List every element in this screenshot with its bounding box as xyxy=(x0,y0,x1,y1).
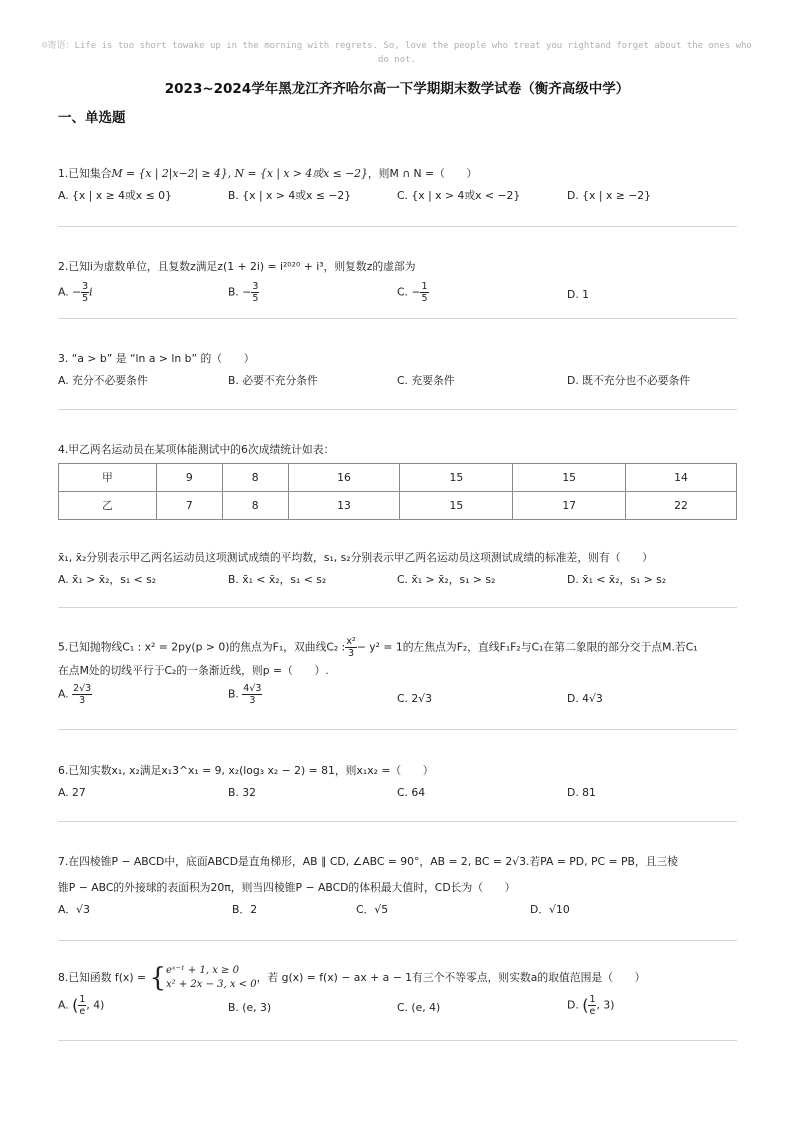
question-4 xyxy=(58,442,738,458)
q3-option-c[interactable]: C. 充要条件 xyxy=(397,374,455,387)
q2-c-num: 1 xyxy=(421,281,428,292)
q3-option-d[interactable]: D. 既不充分也不必要条件 xyxy=(567,374,691,387)
q5-b-label: B. xyxy=(228,687,239,701)
q8-case-1: eˣ⁻¹ + 1, x ≥ 0 xyxy=(166,965,239,976)
table-cell: 8 xyxy=(222,492,288,520)
table-cell: 22 xyxy=(626,492,737,520)
question-3-stem: 3. “a > b” 是 “ln a > ln b” 的（ ） xyxy=(58,352,255,365)
table-row xyxy=(59,492,737,520)
question-4-stem: 4.甲乙两名运动员在某项体能测试中的6次成绩统计如表： xyxy=(58,443,335,456)
q7-option-a[interactable]: A．√3 xyxy=(58,903,90,916)
q2-c-den: 5 xyxy=(421,293,428,304)
q8-option-a[interactable]: A. ( $\frac{1}{e}$ , 4) xyxy=(58,994,105,1017)
table-cell: 8 xyxy=(222,464,288,492)
q2-b-den: 5 xyxy=(252,293,259,304)
q5-option-b[interactable] xyxy=(228,683,262,706)
q5-option-c[interactable]: C. 2√3 xyxy=(397,692,433,705)
q5-b-num: 4√3 xyxy=(243,683,262,694)
q8-a-den: e xyxy=(79,1006,86,1017)
table-cell: 15 xyxy=(400,492,513,520)
divider xyxy=(58,226,737,227)
table-cell: 14 xyxy=(626,464,737,492)
q2-b-num: 3 xyxy=(252,281,259,292)
q2-option-c[interactable] xyxy=(397,281,429,304)
piecewise-brace: { xyxy=(149,963,166,993)
divider xyxy=(58,729,737,730)
q2-a-suffix: i xyxy=(89,285,93,299)
question-8-stem xyxy=(58,964,738,992)
question-2-stem: 2.已知i为虚数单位，且复数z满足z(1 + 2i) = i²⁰²⁰ + i³，则复数z的虚部为 xyxy=(58,260,416,273)
question-2 xyxy=(58,259,738,309)
q6-option-b[interactable]: B. 32 xyxy=(228,786,257,799)
section-heading: 一、单选题 xyxy=(58,110,126,126)
question-3 xyxy=(58,351,738,395)
q4-option-c[interactable]: C. x̄₁ > x̄₂，s₁ > s₂ xyxy=(397,573,496,586)
q8-stem-part-a: 8.已知函数 f(x) = xyxy=(58,971,147,984)
question-1-stem xyxy=(58,166,738,182)
q1-stem-suffix: ，则M ∩ N =（ ） xyxy=(367,167,478,180)
q5-a-den: 3 xyxy=(79,695,86,706)
question-7 xyxy=(58,854,738,924)
q2-option-a[interactable] xyxy=(58,281,93,304)
q8-option-d[interactable]: D. ( $\frac{1}{e}$ , 3) xyxy=(567,994,615,1017)
q7-option-b[interactable]: B．2 xyxy=(232,903,258,916)
q5-b-den: 3 xyxy=(249,695,256,706)
q6-option-a[interactable]: A. 27 xyxy=(58,786,86,799)
q8-a-num: 1 xyxy=(79,994,86,1005)
q1-option-b[interactable]: B. {x | x > 4或x ≤ −2} xyxy=(228,189,352,202)
q4-option-b[interactable]: B. x̄₁ < x̄₂，s₁ < s₂ xyxy=(228,573,327,586)
table-cell: 乙 xyxy=(59,492,157,520)
q8-d-den: e xyxy=(589,1006,596,1017)
score-table xyxy=(58,463,737,520)
q5-a-num: 2√3 xyxy=(73,683,92,694)
divider xyxy=(58,821,737,822)
divider xyxy=(58,607,737,608)
q1-option-a[interactable]: A. {x | x ≥ 4或x ≤ 0} xyxy=(58,189,172,202)
question-1 xyxy=(58,166,738,210)
motto-header: ☺寄语：Life is too short towake up in the morning with regrets. So, love the people who treat you rightand forget about the ones who do not. xyxy=(42,41,752,65)
q3-option-a[interactable]: A. 充分不必要条件 xyxy=(58,374,148,387)
q5-a-label: A. xyxy=(58,687,69,701)
table-cell: 15 xyxy=(400,464,513,492)
divider xyxy=(58,318,737,319)
q5-stem-part-b: − y² = 1的左焦点为F₂，直线F₁F₂与C₁在第二象限的部分交于点M.若C₁ xyxy=(356,640,698,654)
q4-option-a[interactable]: A. x̄₁ > x̄₂，s₁ < s₂ xyxy=(58,573,157,586)
q2-a-num: 3 xyxy=(82,281,89,292)
table-cell: 甲 xyxy=(59,464,157,492)
question-8 xyxy=(58,964,738,1024)
q1-set-n: , N = {x | x > 4或x ≤ −2} xyxy=(227,167,368,180)
q1-option-c[interactable]: C. {x | x > 4或x < −2} xyxy=(397,189,521,202)
q5-option-a[interactable] xyxy=(58,683,92,706)
q8-d-tail: , 3) xyxy=(596,998,615,1012)
q5-stem-part-a: 5.已知抛物线C₁ : x² = 2py(p > 0)的焦点为F₁，双曲线C₂ : xyxy=(58,640,346,654)
q5-option-d[interactable]: D. 4√3 xyxy=(567,692,603,705)
question-5 xyxy=(58,636,738,715)
q4-option-d[interactable]: D. x̄₁ < x̄₂，s₁ > s₂ xyxy=(567,573,667,586)
q8-stem-part-b: ，若 g(x) = f(x) − ax + a − 1有三个不等零点，则实数a的取值范围是（ ） xyxy=(256,971,646,984)
q2-c-sign: C. − xyxy=(397,285,421,299)
question-4-part2 xyxy=(58,550,738,594)
table-cell: 9 xyxy=(156,464,222,492)
divider xyxy=(58,1040,737,1041)
q2-b-sign: B. − xyxy=(228,285,252,299)
table-cell: 16 xyxy=(288,464,400,492)
question-6-stem: 6.已知实数x₁, x₂满足x₁3^x₁ = 9, x₂(log₃ x₂ − 2) = 81，则x₁x₂ =（ ） xyxy=(58,764,434,777)
table-cell: 7 xyxy=(156,492,222,520)
q1-stem-prefix: 1.已知集合 xyxy=(58,167,112,180)
q8-option-c[interactable]: C. (e, 4) xyxy=(397,1001,441,1014)
q2-a-den: 5 xyxy=(82,293,89,304)
exam-title: 2023~2024学年黑龙江齐齐哈尔高一下学期期末数学试卷（衡齐高级中学） xyxy=(164,81,630,97)
q2-a-sign: A. − xyxy=(58,285,82,299)
q6-option-d[interactable]: D. 81 xyxy=(567,786,596,799)
q8-option-b[interactable]: B. (e, 3) xyxy=(228,1001,272,1014)
question-7-stem-line2: 锥P − ABC的外接球的表面积为20π，则当四棱锥P − ABCD的体积最大值时，CD长为（ ） xyxy=(58,881,516,894)
table-cell: 15 xyxy=(513,464,626,492)
question-7-stem-line1: 7.在四棱锥P − ABCD中，底面ABCD是直角梯形，AB ∥ CD, ∠ABC = 90°，AB = 2, BC = 2√3.若PA = PD, PC = PB，且三棱 xyxy=(58,855,679,868)
q3-option-b[interactable]: B. 必要不充分条件 xyxy=(228,374,318,387)
table-cell: 17 xyxy=(513,492,626,520)
q8-a-label: A. xyxy=(58,998,69,1012)
q8-a-tail: , 4) xyxy=(86,998,105,1012)
question-4-stem2: x̄₁, x̄₂分别表示甲乙两名运动员这项测试成绩的平均数，s₁, s₂分别表示甲乙两名运动员这项测试成绩的标准差，则有（ ） xyxy=(58,551,653,564)
q8-d-num: 1 xyxy=(589,994,596,1005)
piecewise-cases xyxy=(166,964,257,992)
question-5-stem-line1 xyxy=(58,636,738,659)
q5-frac-num: x² xyxy=(346,636,356,647)
table-cell: 13 xyxy=(288,492,400,520)
q7-option-d[interactable]: D．√10 xyxy=(530,903,570,916)
q2-option-d[interactable]: D. 1 xyxy=(567,288,590,301)
q8-d-label: D. xyxy=(567,998,579,1012)
q5-frac-den: 3 xyxy=(348,648,355,659)
divider xyxy=(58,940,737,941)
question-5-stem-line2: 在点M处的切线平行于C₂的一条渐近线，则p =（ ）. xyxy=(58,664,329,677)
q6-option-c[interactable]: C. 64 xyxy=(397,786,426,799)
q7-option-c[interactable]: C．√5 xyxy=(356,903,389,916)
table-row xyxy=(59,464,737,492)
divider xyxy=(58,409,737,410)
q8-case-2: x² + 2x − 3, x < 0 xyxy=(166,979,257,990)
question-6 xyxy=(58,763,738,807)
q1-set-m: M = {x | 2|x−2| ≥ 4} xyxy=(111,167,228,180)
q1-option-d[interactable]: D. {x | x ≥ −2} xyxy=(567,189,652,202)
q2-option-b[interactable] xyxy=(228,281,259,304)
